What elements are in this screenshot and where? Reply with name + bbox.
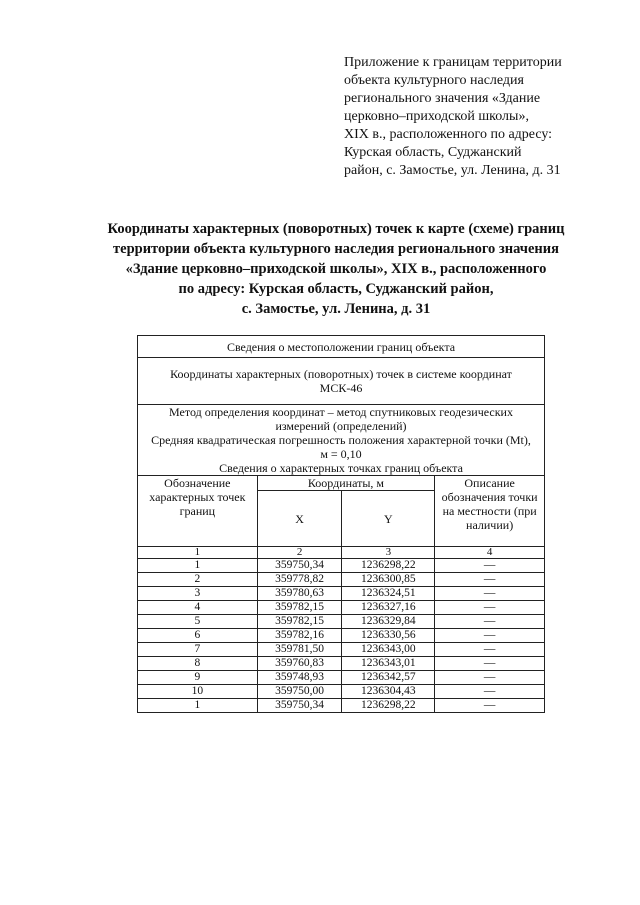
x-cell: 359782,15: [257, 615, 342, 629]
point-cell: 6: [138, 629, 258, 643]
accuracy-text: Средняя квадратическая погрешность положения характерной точки (Mt), м = 0,10: [151, 433, 531, 461]
coordinates-table: [137, 335, 545, 713]
table-row: [138, 559, 545, 573]
y-cell: 1236343,01: [342, 657, 435, 671]
description-cell: —: [435, 671, 545, 685]
table-row: [138, 629, 545, 643]
col-number: 2: [257, 547, 342, 559]
point-cell: 9: [138, 671, 258, 685]
point-cell: 10: [138, 685, 258, 699]
method-text: Метод определения координат – метод спутниковых геодезических измерений (определений): [169, 405, 513, 433]
point-cell: 2: [138, 573, 258, 587]
col-header-designation: Обозначение характерных точек границ: [138, 476, 258, 547]
description-cell: —: [435, 587, 545, 601]
appendix-line: Приложение к границам территории: [344, 55, 562, 70]
points-info-text: Сведения о характерных точках границ объекта: [219, 461, 463, 475]
appendix-line: объекта культурного наследия: [344, 73, 524, 88]
method-cell: [138, 405, 545, 476]
section-title: Сведения о местоположении границ объекта: [138, 336, 545, 358]
description-cell: —: [435, 685, 545, 699]
description-cell: —: [435, 643, 545, 657]
col-header-x: X: [257, 491, 342, 547]
x-cell: 359750,34: [257, 699, 342, 713]
point-cell: 7: [138, 643, 258, 657]
x-cell: 359750,00: [257, 685, 342, 699]
appendix-line: Курская область, Суджанский: [344, 145, 522, 160]
x-cell: 359760,83: [257, 657, 342, 671]
y-cell: 1236343,00: [342, 643, 435, 657]
table-row: [138, 615, 545, 629]
y-cell: 1236324,51: [342, 587, 435, 601]
col-header-description: Описание обозначения точки на местности (при наличии): [435, 476, 545, 547]
y-cell: 1236330,56: [342, 629, 435, 643]
title-line: Координаты характерных (поворотных) точек к карте (схеме) границ: [107, 221, 565, 237]
appendix-note: [344, 54, 582, 180]
col-header-coordinates: Координаты, м: [257, 476, 435, 491]
appendix-line: район, с. Замостье, ул. Ленина, д. 31: [344, 163, 561, 178]
point-cell: 3: [138, 587, 258, 601]
appendix-line: церковно–приходской школы»,: [344, 109, 529, 124]
table-row: [138, 643, 545, 657]
col-number: 1: [138, 547, 258, 559]
col-number: 4: [435, 547, 545, 559]
y-cell: 1236298,22: [342, 559, 435, 573]
x-cell: 359778,82: [257, 573, 342, 587]
x-cell: 359748,93: [257, 671, 342, 685]
table-row: [138, 671, 545, 685]
x-cell: 359750,34: [257, 559, 342, 573]
description-cell: —: [435, 629, 545, 643]
y-cell: 1236327,16: [342, 601, 435, 615]
table-row: [138, 573, 545, 587]
appendix-line: XIX в., расположенного по адресу:: [344, 127, 553, 142]
title-line: с. Замостье, ул. Ленина, д. 31: [241, 301, 431, 317]
table-row: [138, 685, 545, 699]
y-cell: 1236300,85: [342, 573, 435, 587]
y-cell: 1236342,57: [342, 671, 435, 685]
point-cell: 1: [138, 699, 258, 713]
table-row: [138, 601, 545, 615]
table-row: [138, 699, 545, 713]
x-cell: 359782,15: [257, 601, 342, 615]
appendix-line: регионального значения «Здание: [344, 91, 541, 106]
point-cell: 5: [138, 615, 258, 629]
y-cell: 1236329,84: [342, 615, 435, 629]
description-cell: —: [435, 559, 545, 573]
coord-system: Координаты характерных (поворотных) точек в системе координат МСК-46: [138, 358, 545, 405]
x-cell: 359782,16: [257, 629, 342, 643]
y-cell: 1236304,43: [342, 685, 435, 699]
table-row: [138, 587, 545, 601]
col-header-y: Y: [342, 491, 435, 547]
x-cell: 359780,63: [257, 587, 342, 601]
point-cell: 8: [138, 657, 258, 671]
y-cell: 1236298,22: [342, 699, 435, 713]
description-cell: —: [435, 615, 545, 629]
x-cell: 359781,50: [257, 643, 342, 657]
point-cell: 4: [138, 601, 258, 615]
title-line: по адресу: Курская область, Суджанский район,: [178, 281, 494, 297]
document-title: [96, 219, 576, 319]
col-number: 3: [342, 547, 435, 559]
title-line: территории объекта культурного наследия регионального значения: [113, 241, 559, 257]
description-cell: —: [435, 657, 545, 671]
table-row: [138, 657, 545, 671]
description-cell: —: [435, 699, 545, 713]
description-cell: —: [435, 601, 545, 615]
title-line: «Здание церковно–приходской школы», XIX в., расположенного: [125, 261, 547, 277]
description-cell: —: [435, 573, 545, 587]
point-cell: 1: [138, 559, 258, 573]
